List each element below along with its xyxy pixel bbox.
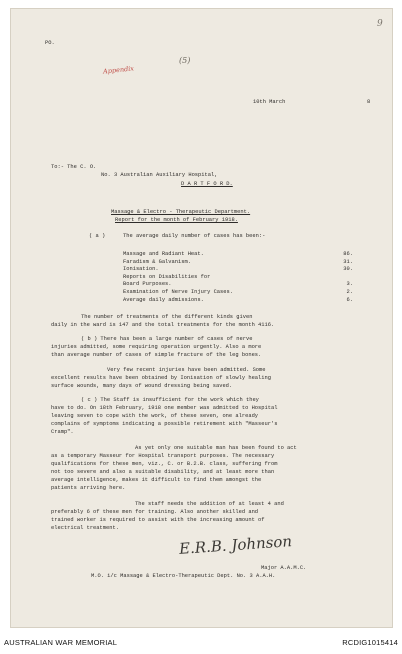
- section-c-line-3: leaving seven to cope with the work, of these seven, one already: [51, 413, 259, 419]
- document-page: [10, 8, 393, 628]
- cases-row: [123, 266, 353, 272]
- cases-row: [123, 259, 353, 265]
- cases-row-value: 31.: [343, 258, 353, 265]
- section-a-label: ( a ): [89, 233, 106, 239]
- section-b-line-2: injuries admitted, some requiring operation urgently. Also a more: [51, 344, 262, 350]
- signature-rank: Major A.A.M.C.: [261, 565, 307, 571]
- cases-row-value: 30.: [343, 266, 353, 273]
- cases-row-label: Board Purposes.: [123, 281, 172, 288]
- footer-right: RCDIG1015414: [342, 638, 398, 647]
- circled-number: (5): [179, 56, 191, 65]
- section-c-line-4: complains of symptoms indicating a possible retirement with "Masseur's: [51, 421, 278, 427]
- section-c2-line-6: patients arriving here.: [51, 485, 126, 491]
- section-a-intro: The average daily number of cases has been:-: [123, 233, 266, 239]
- section-c2-line-1: As yet only one suitable man has been found to act: [135, 445, 297, 451]
- to-line-3: D A R T F O R D.: [181, 181, 233, 187]
- cases-row-label: Ionisation.: [123, 266, 159, 273]
- section-b-line-3: than average number of cases of simple fracture of the leg bones.: [51, 352, 262, 358]
- to-line-1: To:- The C. O.: [51, 164, 97, 170]
- section-c-line-5: Cramp".: [51, 429, 74, 435]
- file-number: PO.: [45, 40, 55, 46]
- cases-row-label: Reports on Disabilities for: [123, 273, 211, 280]
- section-c-line-2: have to do. On 18th February, 1918 one member was admitted to Hospital: [51, 405, 278, 411]
- report-date: 10th March: [253, 99, 286, 105]
- to-line-2: No. 3 Australian Auxiliary Hospital,: [101, 172, 218, 178]
- cases-row-value: 86.: [343, 251, 353, 257]
- section-c3-line-2: preferably 6 of these men for training. Also another skilled and: [51, 509, 259, 515]
- section-c2-line-3: qualifications for these men, viz., C. or B.2.B. class, suffering from: [51, 461, 278, 467]
- cases-row: [123, 274, 353, 280]
- heading-line-1: Massage & Electro - Therapeutic Department.: [111, 209, 251, 215]
- section-b2-line-3: surface wounds, many days of wound dressing being saved.: [51, 383, 233, 389]
- section-c2-line-2: as a temporary Masseur for Hospital transport purposes. The necessary: [51, 453, 275, 459]
- cases-row-value: 6.: [346, 296, 353, 303]
- footer-left: AUSTRALIAN WAR MEMORIAL: [4, 638, 118, 647]
- heading-line-2: Report for the month of February 1918.: [115, 217, 238, 223]
- section-c3-line-3: trained worker is required to assist with the increasing amount of: [51, 517, 265, 523]
- cases-row-label: Average daily admissions.: [123, 296, 204, 303]
- section-c3-line-4: electrical treatment.: [51, 525, 119, 531]
- summary-line-2: daily in the ward is 147 and the total treatments for the month 4116.: [51, 322, 275, 328]
- section-c3-line-1: The staff needs the addition of at least 4 and: [135, 501, 284, 507]
- cases-row: [123, 251, 353, 257]
- appendix-note: Appendix: [102, 64, 135, 76]
- handwritten-signature: E.R.B. Johnson: [178, 532, 293, 558]
- cases-row: [123, 281, 353, 287]
- section-b2-line-1: Very few recent injuries have been admitted. Some: [107, 367, 266, 373]
- signature-title: M.O. i/c Massage & Electro-Therapeutic Dept. No. 3 A.A.H.: [91, 573, 276, 579]
- report-date-suffix: 8: [367, 99, 371, 105]
- cases-row-label: Faradism & Galvanism.: [123, 258, 191, 265]
- summary-line-1: The number of treatments of the different kinds given: [81, 314, 253, 320]
- cases-row-value: 2.: [346, 289, 353, 295]
- section-c-line-1: ( c ) The Staff is insufficient for the work which they: [81, 397, 259, 403]
- cases-row-label: Massage and Radiant Heat.: [123, 251, 204, 257]
- cases-row: [123, 289, 353, 295]
- cases-row-value: 3.: [346, 281, 353, 288]
- archive-footer: [0, 630, 402, 654]
- section-b2-line-2: excellent results have been obtained by Ionisation of slowly healing: [51, 375, 271, 381]
- cases-row-label: Examination of Nerve Injury Cases.: [123, 289, 233, 295]
- section-b-line-1: ( b ) There has been a large number of cases of nerve: [81, 336, 253, 342]
- page-number-handwritten: 9: [377, 19, 383, 29]
- cases-row: [123, 297, 353, 303]
- section-c2-line-4: not too severe and also a suitable disability, and at least more than: [51, 469, 275, 475]
- section-c2-line-5: average intelligence, makes it difficult to find them amongst the: [51, 477, 262, 483]
